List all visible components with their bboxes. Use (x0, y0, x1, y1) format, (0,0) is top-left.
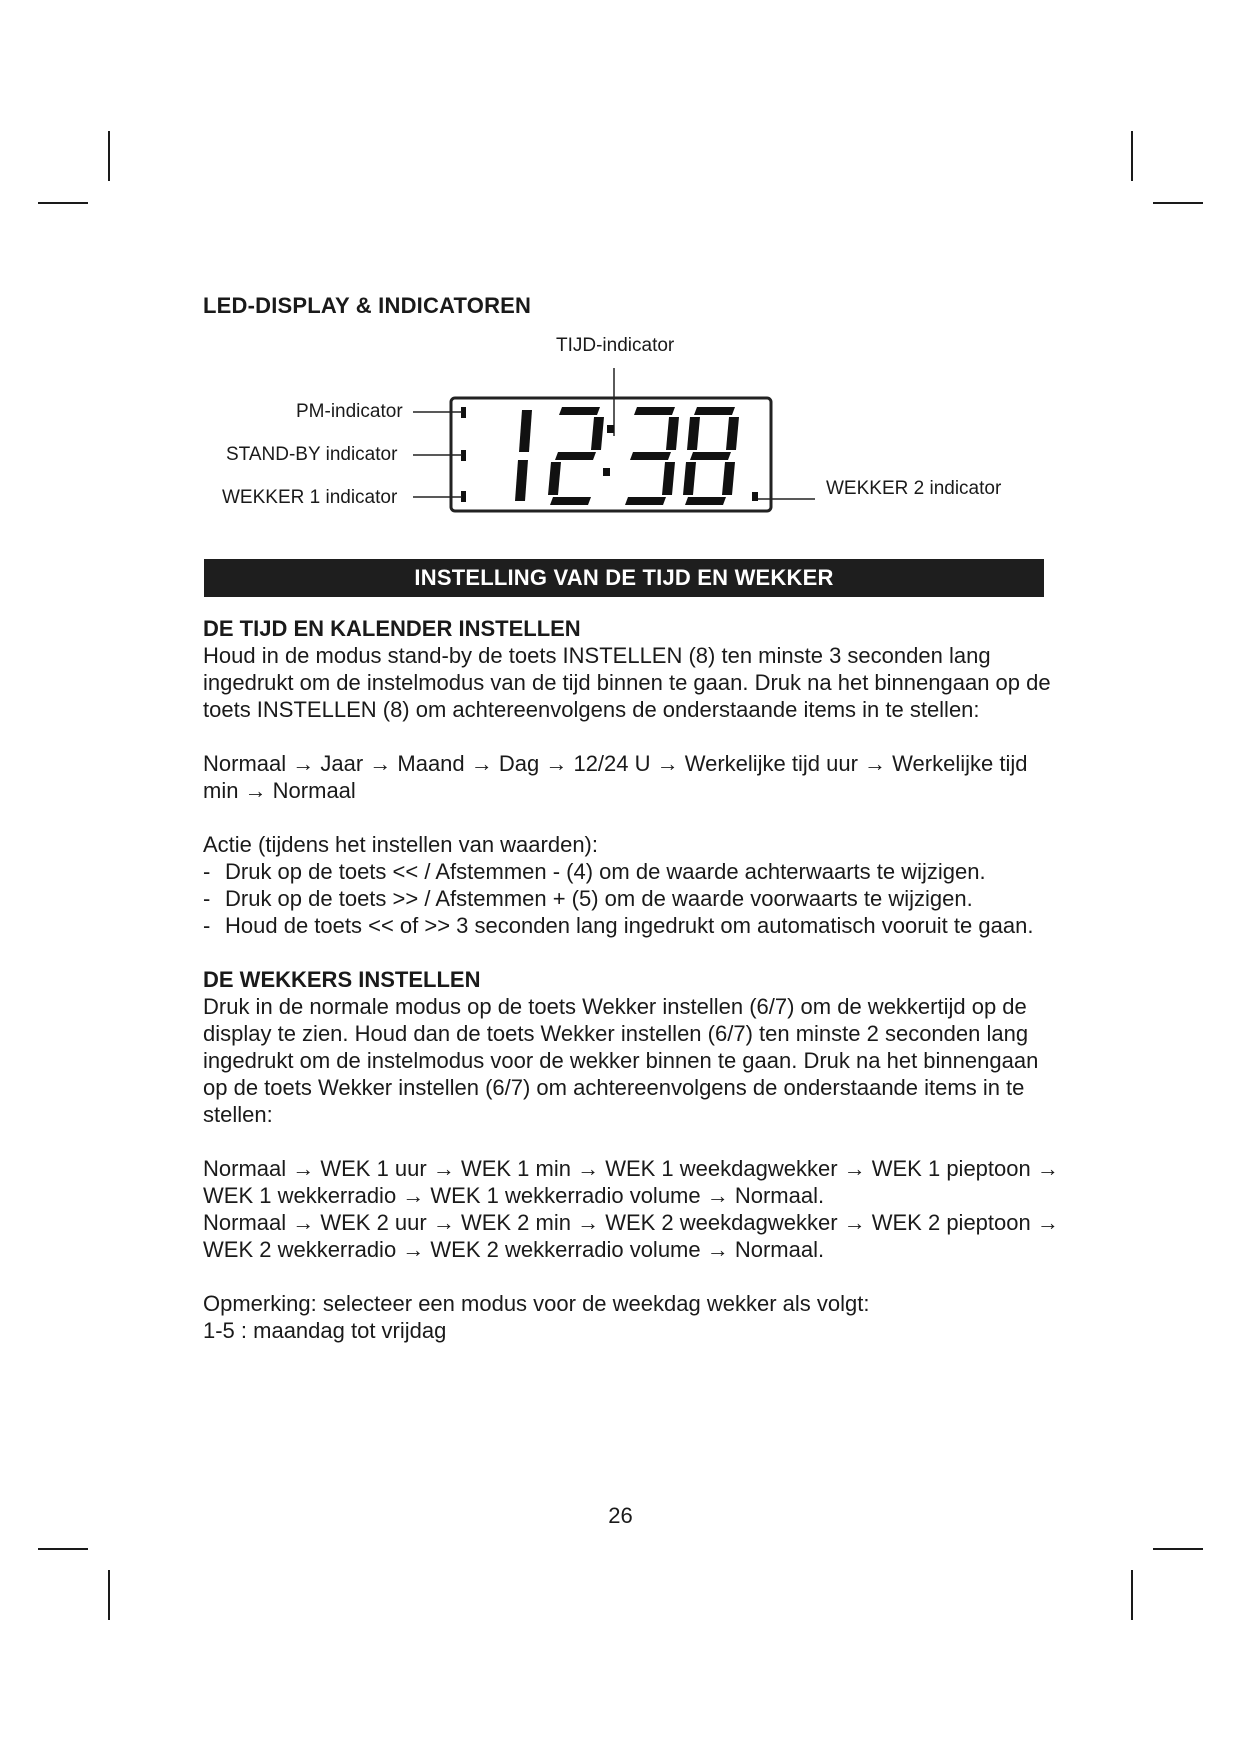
list-item: - Druk op de toets << / Afstemmen - (4) om de waarde achterwaarts te wijzigen. (203, 859, 986, 884)
instructions-content (203, 615, 1063, 1344)
led-display-diagram (0, 0, 1241, 560)
wekker2-indicator-segment (752, 492, 758, 501)
wekker-section-heading: DE WEKKERS INSTELLEN (203, 967, 481, 992)
action-title: Actie (tijdens het instellen van waarden): (203, 832, 598, 857)
page-number: 26 (608, 1503, 633, 1528)
section-title: LED-DISPLAY & INDICATOREN (203, 293, 532, 318)
list-item: - Druk op de toets >> / Afstemmen + (5) om de waarde voorwaarts te wijzigen. (203, 886, 973, 911)
crop-mark (38, 1548, 88, 1550)
standby-indicator-label: STAND-BY indicator (226, 444, 398, 465)
section-banner: INSTELLING VAN DE TIJD EN WEKKER (204, 559, 1044, 597)
crop-mark (1153, 1548, 1203, 1550)
digit-3 (625, 407, 679, 505)
wekker1-indicator-label: WEKKER 1 indicator (222, 487, 398, 508)
action-list (203, 858, 1063, 939)
digit-8 (683, 407, 739, 505)
tijd-section-heading: DE TIJD EN KALENDER INSTELLEN (203, 616, 581, 641)
weekday-note-item: 1-5 : maandag tot vrijdag (203, 1318, 447, 1343)
tijd-indicator-label: TIJD-indicator (556, 335, 675, 356)
tijd-sequence: Normaal → Jaar → Maand → Dag → 12/24 U → Werkelijke tijd uur → Werkelijke tijd min → Normaal (203, 751, 1028, 803)
crop-mark (1131, 1570, 1133, 1620)
led-display-graphic (0, 0, 1241, 560)
wekker-section-intro: Druk in de normale modus op de toets Wekker instellen (6/7) om de wekkertijd op de display te zien. Houd dan de toets Wekker instellen (6/7) ten minste 2 seconden lang ingedrukt om de instelmodus voor de wekker binnen te gaan. Druk na het binnengaan op de toets Wekker instellen (6/7) om achtereenvolgens de onderstaande items in te stellen: (203, 994, 1039, 1127)
crop-mark (108, 1570, 110, 1620)
colon-dot-bottom (603, 468, 610, 476)
tijd-section-intro: Houd in de modus stand-by de toets INSTELLEN (8) ten minste 3 seconden lang ingedrukt om de instelmodus van de tijd binnen te gaan. Druk na het binnengaan op de toets INSTELLEN (8) om achtereenvolgens de onderstaande items in te stellen: (203, 643, 1051, 722)
colon-dot-top (607, 425, 614, 433)
wekker1-sequence: Normaal → WEK 1 uur → WEK 1 min → WEK 1 weekdagwekker → WEK 1 pieptoon → WEK 1 wekkerradio → WEK 1 wekkerradio volume → Normaal. (203, 1156, 1059, 1208)
wekker2-sequence: Normaal → WEK 2 uur → WEK 2 min → WEK 2 weekdagwekker → WEK 2 pieptoon → WEK 2 wekkerradio → WEK 2 wekkerradio volume → Normaal. (203, 1210, 1059, 1262)
pm-indicator-label: PM-indicator (296, 401, 403, 422)
weekday-note: Opmerking: selecteer een modus voor de weekdag wekker als volgt: (203, 1291, 870, 1316)
list-item: - Houd de toets << of >> 3 seconden lang ingedrukt om automatisch vooruit te gaan. (203, 913, 1034, 938)
wekker2-indicator-label: WEKKER 2 indicator (826, 478, 1002, 499)
digit-2 (548, 407, 604, 505)
digit-1 (515, 410, 532, 501)
